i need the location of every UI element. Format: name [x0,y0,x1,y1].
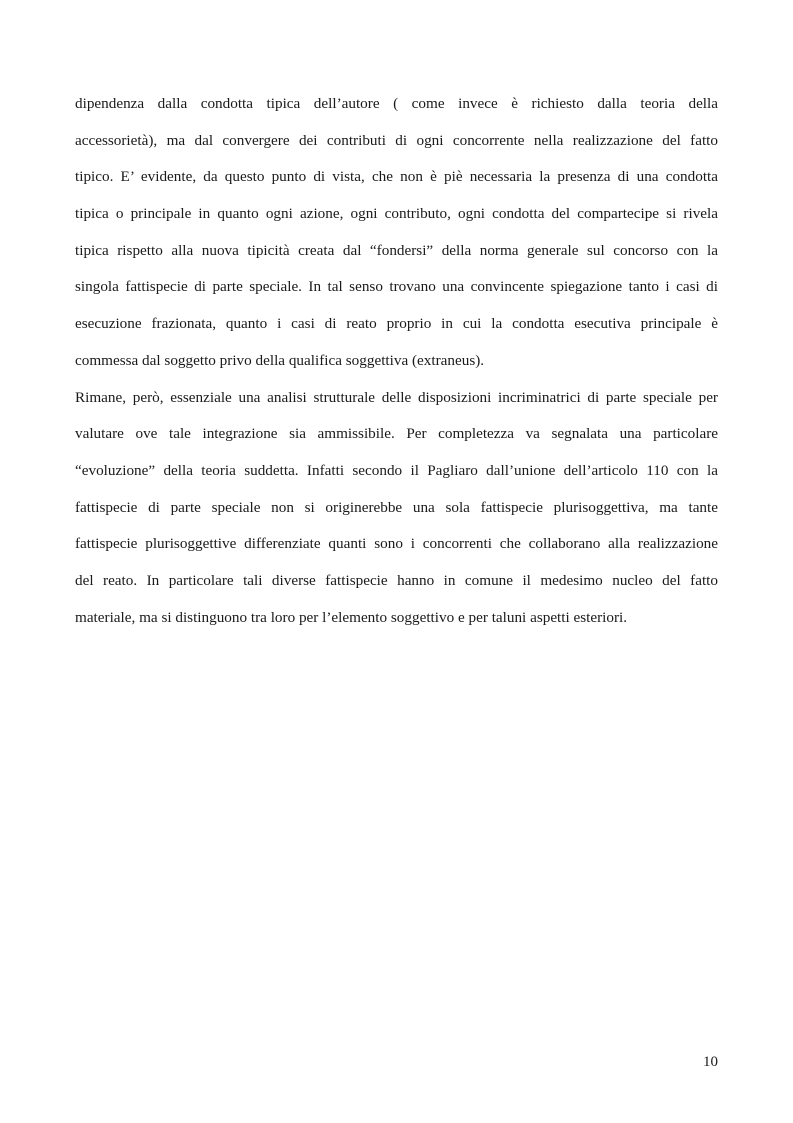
text-line: del reato. In particolare tali diverse fattispecie hanno in comune il medesimo nucleo del fatto [75,571,718,589]
text-line: tipico. E’ evidente, da questo punto di vista, che non è piè necessaria la presenza di una condotta [75,168,718,186]
text-line: dipendenza dalla condotta tipica dell’autore ( come invece è richiesto dalla teoria della [75,95,718,112]
text-line: commessa dal soggetto privo della qualifica soggettiva (extraneus). [75,351,485,369]
text-line: valutare ove tale integrazione sia ammissibile. Per completezza va segnalata una particolare [75,425,718,443]
text-line: tipica rispetto alla nuova tipicità creata dal “fondersi” della norma generale sul concorso con la [75,241,718,259]
text-line: materiale, ma si distinguono tra loro per l’elemento soggettivo e per taluni aspetti esteriori. [75,608,628,626]
text-line: “evoluzione” della teoria suddetta. Infatti secondo il Pagliaro dall’unione dell’articolo 110 con la [75,461,718,479]
text-line: fattispecie di parte speciale non si originerebbe una sola fattispecie plurisoggettiva, ma tante [75,498,718,516]
text-line: accessorietà), ma dal convergere dei contributi di ogni concorrente nella realizzazione del fatto [75,131,718,149]
page-number: 10 [703,1054,718,1070]
text-line: tipica o principale in quanto ogni azione, ogni contributo, ogni condotta del compartecipe si rivela [75,205,718,223]
body-text [75,90,718,640]
text-line: Rimane, però, essenziale una analisi strutturale delle disposizioni incriminatrici di parte speciale per [75,388,718,406]
text-line: singola fattispecie di parte speciale. In tal senso trovano una convincente spiegazione tanto i casi di [75,278,718,296]
text-line: fattispecie plurisoggettive differenziate quanti sono i concorrenti che collaborano alla realizzazione [75,535,718,553]
text-line: esecuzione frazionata, quanto i casi di reato proprio in cui la condotta esecutiva principale è [75,315,718,333]
